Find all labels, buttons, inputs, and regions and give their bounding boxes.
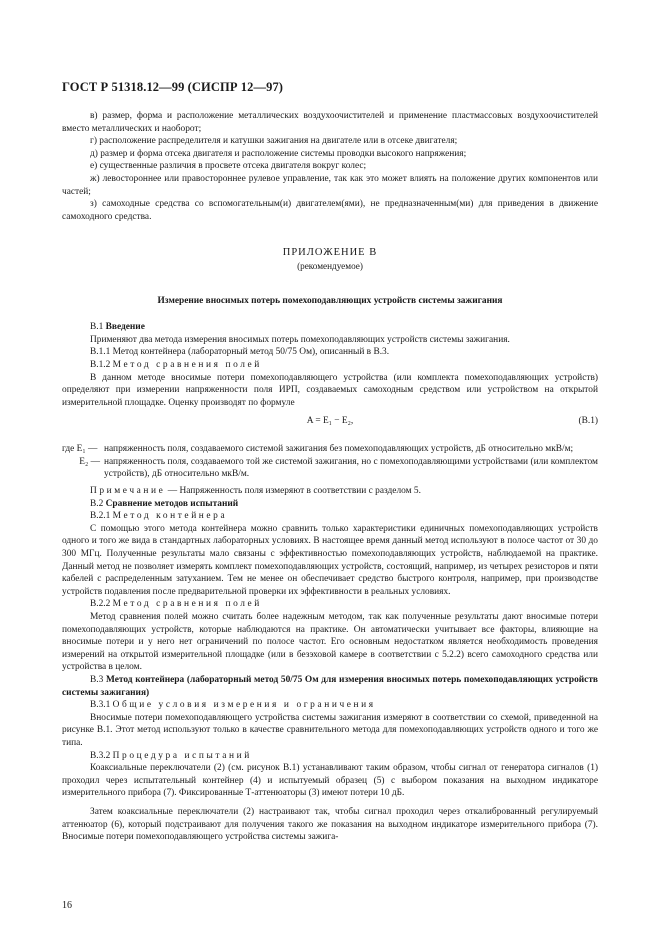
- document-header: ГОСТ Р 51318.12—99 (СИСПР 12—97): [62, 80, 284, 94]
- appendix-heading: Измерение вносимых потерь помехоподавляющих устройств системы зажигания: [157, 295, 503, 306]
- paragraph: В данном методе вносимые потери помехоподавляющего устройства (или комплекта помехоподавляющих устройств) определяют при измерении напряженности поля ИРП, создаваемых самоходным средством или устройством на открытой измерительной площадке. Оценку производят по формуле: [62, 372, 598, 408]
- paragraph: Затем коаксиальные переключатели (2) настраивают так, чтобы сигнал проходил через откалиброванный регулируемый аттенюатор (6), который подстраивают для получения такого же показания на выходном индикаторе измерительного прибора (7). Вносимые потери помехоподавляющего устройства системы зажига-: [62, 806, 598, 843]
- list-item: з) самоходные средства со вспомогательным(и) двигателем(ями), не предназначенным(ми) для приведения в движение самоходного средства.: [62, 199, 598, 222]
- appendix-title: ПРИЛОЖЕНИЕ В: [282, 247, 378, 259]
- note: Примечание — Напряженность поля измеряют в соответствии с разделом 5.: [90, 486, 421, 497]
- list-item: е) существенные различия в просвете отсека двигателя вокруг колес;: [90, 161, 367, 172]
- where-symbol: E₂ —: [79, 456, 100, 467]
- appendix-subtitle: (рекомендуемое): [297, 260, 363, 271]
- section-b31-heading: В.3.1 Общие условия измерения и ограничения: [90, 700, 376, 711]
- section-b22-heading: В.2.2 Метод сравнения полей: [90, 599, 262, 610]
- document-body: [62, 110, 598, 844]
- section-b3-heading: В.3 Метод контейнера (лабораторный метод 50/75 Ом для измерения вносимых потерь помехоподавляющих устройств системы зажигания): [62, 674, 598, 698]
- list-item: ж) левостороннее или правостороннее рулевое управление, так как это может влиять на положение других компонентов или частей;: [62, 173, 598, 197]
- where-symbol: где E₁ —: [62, 444, 98, 455]
- section-b32-heading: В.3.2 Процедура испытаний: [90, 750, 252, 761]
- paragraph: Метод сравнения полей можно считать более надежным методом, так как полученные результаты дают вносимые потери помехоподавляющих устройств, которые наблюдаются на практике. Он автоматически учитывает все факторы, влияющие на вносимые потери и у него нет ограничений по полосе частот. Его основным недостатком является необходимость проведения измерений на открытой измерительной площадке (или в безэховой камере в соответствии с 5.2.2) всего самоходного средства или устройства в целом.: [62, 612, 598, 673]
- formula: A = E₁ − E₂,: [306, 416, 354, 427]
- list-item: в) размер, форма и расположение металлических воздухоочистителей и применение пластмассовых воздухоочистителей вместо металлических и наоборот;: [62, 111, 598, 134]
- paragraph: Применяют два метода измерения вносимых потерь помехоподавляющих устройств системы зажигания.: [90, 334, 510, 345]
- formula-number: (В.1): [578, 416, 598, 427]
- section-b12-heading: В.1.2 Метод сравнения полей: [90, 359, 262, 370]
- formula-row: [62, 415, 598, 433]
- section-b2-heading: В.2 Сравнение методов испытаний: [90, 498, 239, 509]
- where-text: напряженность поля, создаваемого системой зажигания без помехоподавляющих устройств, дБ относительно мкВ/м;: [104, 444, 574, 455]
- section-b1-heading: В.1 Введение: [90, 322, 145, 333]
- where-definition: [62, 443, 598, 456]
- paragraph: С помощью этого метода контейнера можно сравнить только характеристики единичных помехоподавляющих устройств одного и того же вида в стандартных лабораторных условиях. В настоящее время данный метод используют в полосе частот от 30 до 300 МГц. Полученные результаты мало связаны с эффективностью помехоподавляющих устройств, наблюдаемой на практике. Данный метод не позволяет измерять комплект помехоподавляющих устройств, состоящий, например, из четырех резисторов и пяти кабелей с распределенным затуханием. Тем не менее он обеспечивает средство быстрого контроля, например, при производстве устройств подавления после предварительной проверки их эффективности в реальных условиях.: [62, 523, 598, 597]
- paragraph: Вносимые потери помехоподавляющего устройства системы зажигания измеряют в соответствии со схемой, приведенной на рисунке В.1. Этот метод используют только в качестве сравнительного метода для помехоподавляющих устройств одного и того же типа.: [62, 712, 598, 748]
- list-item: г) расположение распределителя и катушки зажигания на двигателе или в отсеке двигателя;: [90, 136, 458, 147]
- list-item: д) размер и форма отсека двигателя и расположение системы проводки высокого напряжения;: [90, 148, 467, 159]
- section-b21-heading: В.2.1 Метод контейнера: [90, 511, 228, 522]
- paragraph: Коаксиальные переключатели (2) (см. рисунок В.1) устанавливают таким образом, чтобы сигнал от генератора сигналов (1) проходил через испытательный контейнер (4) и испытуемый образец (5) с выбором показания на выходном индикаторе измерительного прибора (7). Фиксированные Т-аттенюаторы (3) имеют потери 10 дБ.: [62, 763, 598, 799]
- page-number: 16: [62, 900, 72, 911]
- paragraph: В.1.1 Метод контейнера (лабораторный метод 50/75 Ом), описанный в В.3.: [90, 347, 390, 358]
- where-text: напряженность поля, создаваемого той же системой зажигания, но с помехоподавляющими устройствами (или комплектом устройств), дБ относительно мкВ/м.: [104, 456, 598, 480]
- where-definition: [62, 456, 598, 481]
